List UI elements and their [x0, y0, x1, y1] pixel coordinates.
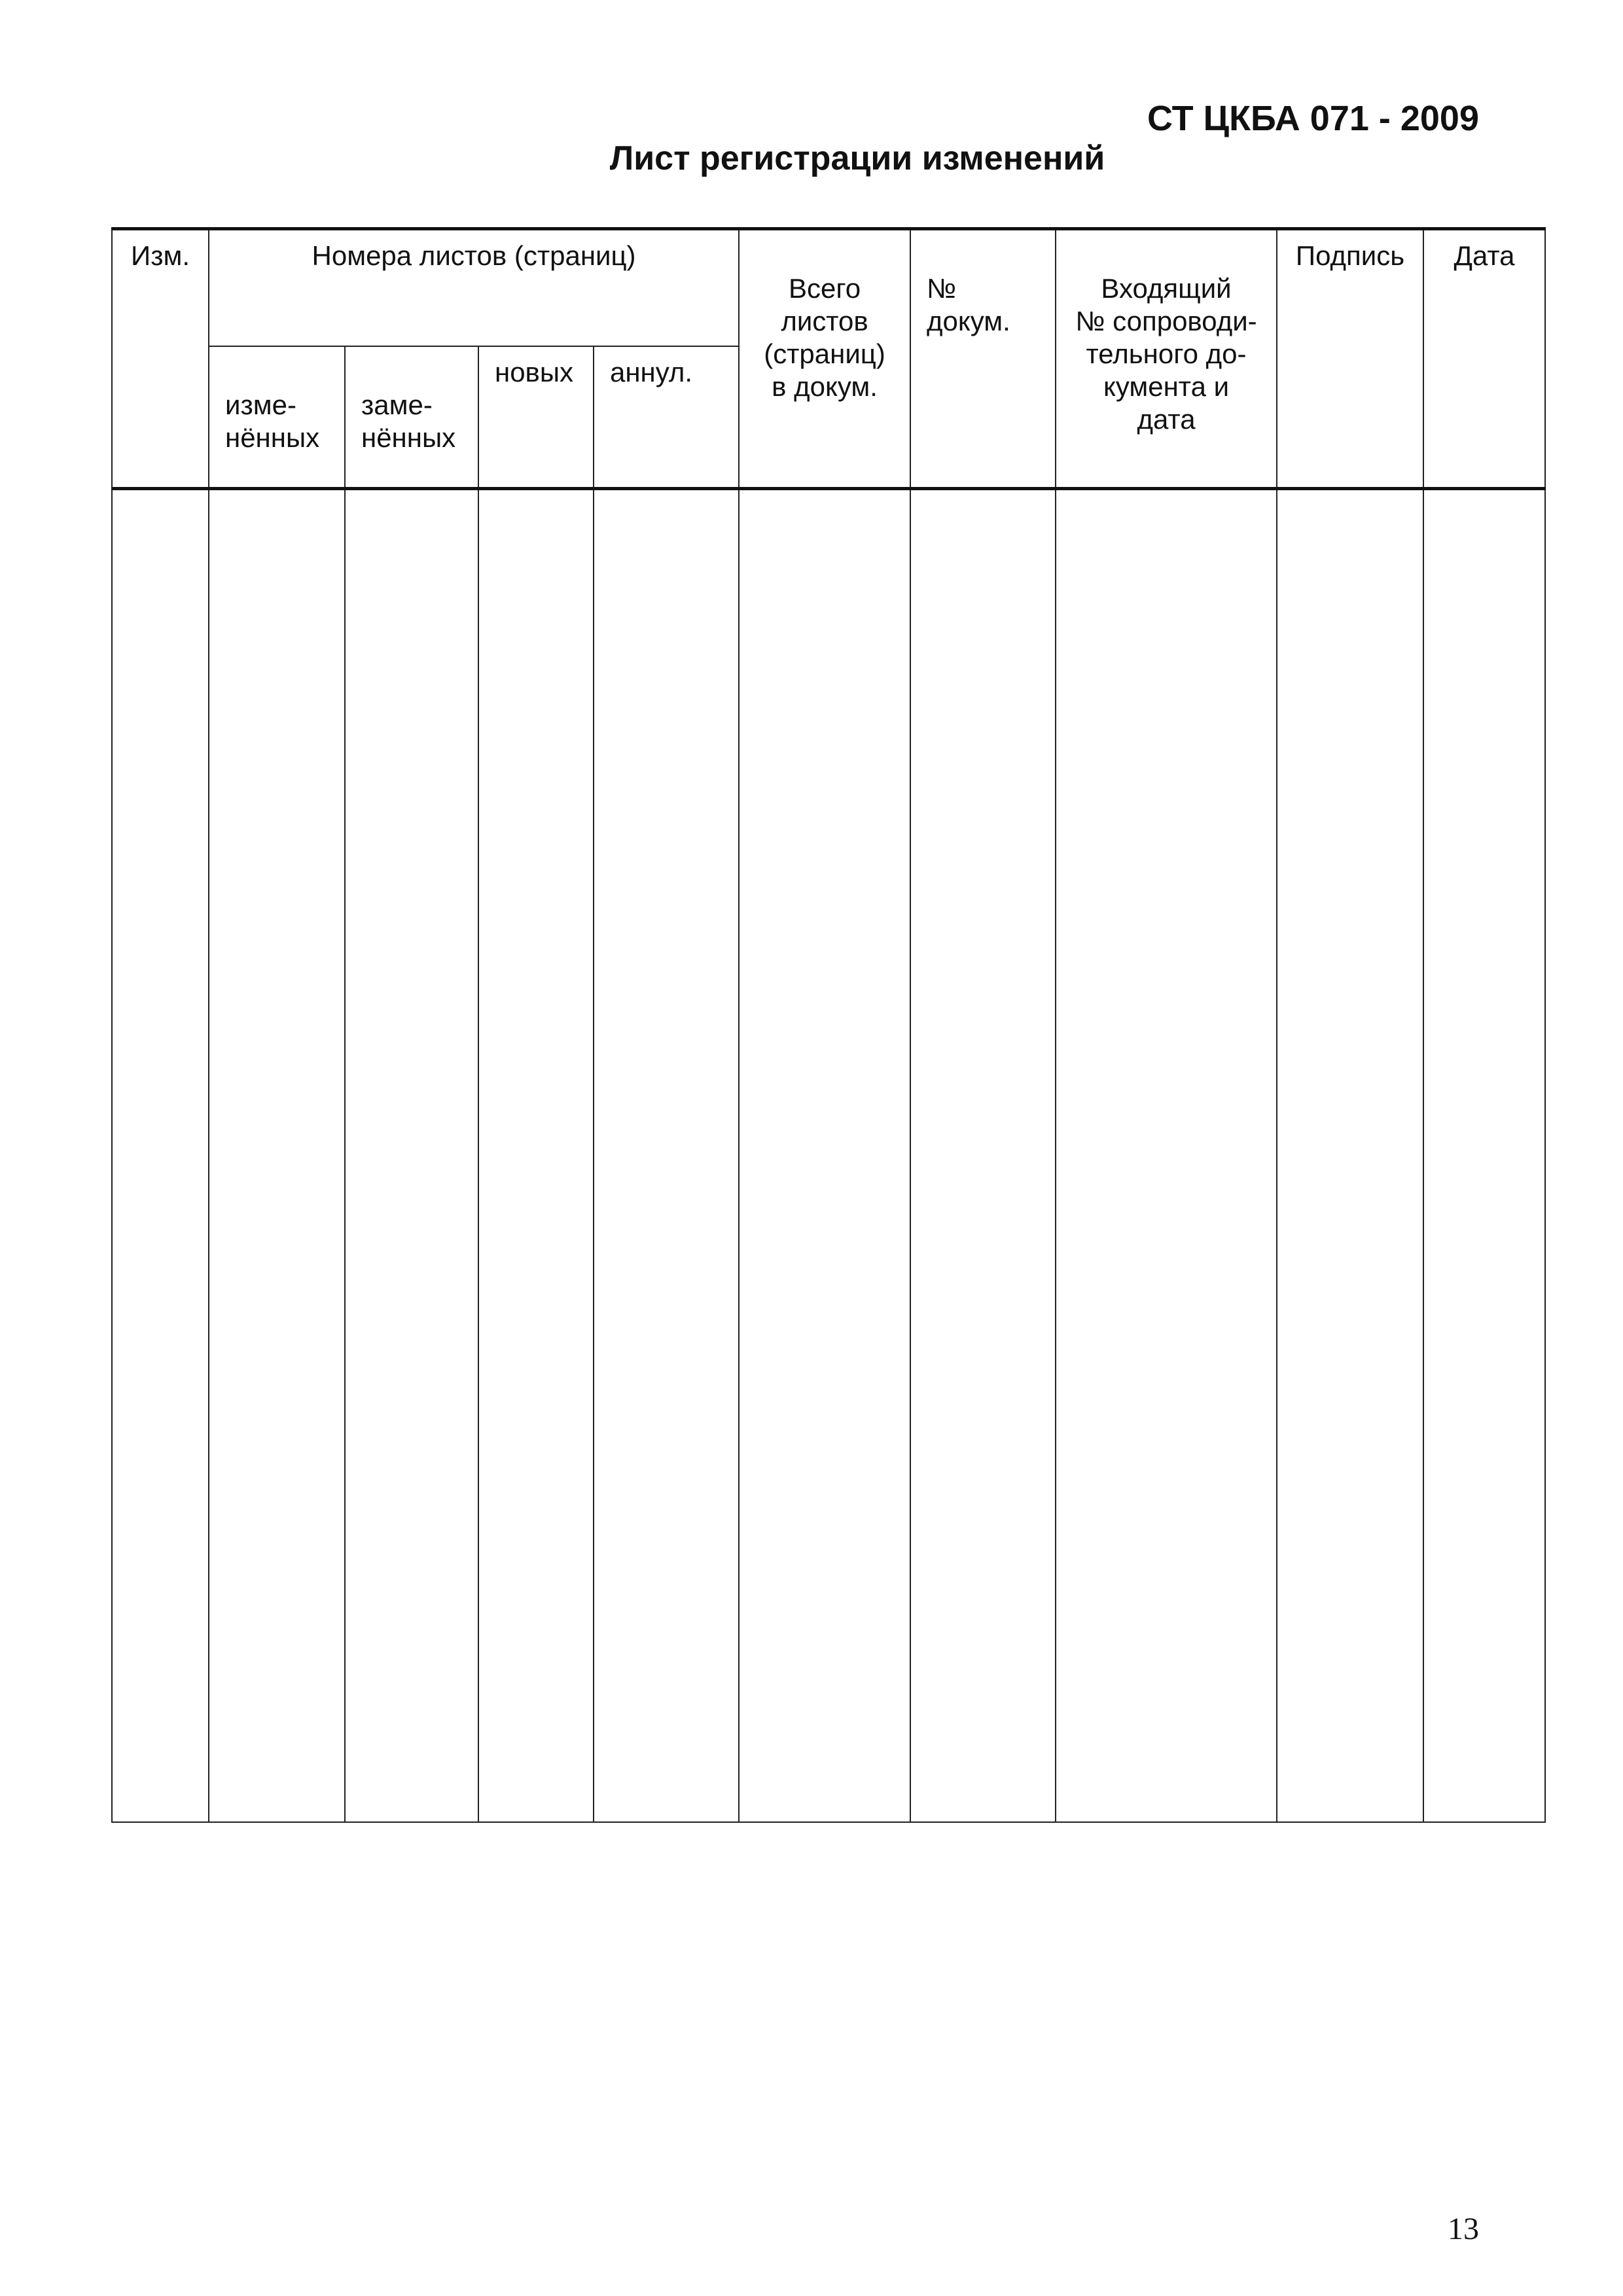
header-incoming: [1056, 229, 1277, 489]
header-annulled: [594, 346, 739, 489]
page-number: 13: [1448, 2212, 1479, 2246]
cell-izm[interactable]: [112, 489, 209, 1823]
header-izm-label: Изм.: [131, 240, 190, 271]
cell-date[interactable]: [1423, 489, 1545, 1823]
cell-replaced[interactable]: [345, 489, 478, 1823]
header-total-sheets-label: Всего листов (страниц) в докум.: [764, 273, 885, 402]
header-signature: [1277, 229, 1423, 489]
doc-code: СТ ЦКБА 071 - 2009: [1147, 99, 1479, 138]
header-date-label: Дата: [1454, 240, 1515, 271]
table-body-row: [112, 489, 1545, 1823]
sheet-title: Лист регистрации изменений: [609, 139, 1105, 177]
header-signature-label: Подпись: [1295, 240, 1405, 271]
header-sheet-numbers: [209, 229, 739, 347]
header-row-top: [112, 229, 1545, 347]
header-date: [1423, 229, 1545, 489]
cell-incoming[interactable]: [1056, 489, 1277, 1823]
header-new-label: новых: [495, 357, 574, 387]
cell-new[interactable]: [478, 489, 594, 1823]
header-changed: [209, 346, 345, 489]
header-incoming-label: Входящий № сопроводи- тельного до- кумента и дата: [1075, 273, 1257, 435]
header-replaced: [345, 346, 478, 489]
change-registration-table: [111, 227, 1546, 1823]
header-doc-number: [910, 229, 1056, 489]
cell-total-sheets[interactable]: [739, 489, 910, 1823]
cell-annulled[interactable]: [594, 489, 739, 1823]
header-new: [478, 346, 594, 489]
cell-doc-number[interactable]: [910, 489, 1056, 1823]
header-annulled-label: аннул.: [610, 357, 692, 387]
header-sheet-numbers-label: Номера листов (страниц): [312, 240, 636, 271]
header-replaced-label: заме- нённых: [361, 389, 456, 453]
header-total-sheets: [739, 229, 910, 489]
header-changed-label: изме- нённых: [225, 389, 320, 453]
cell-signature[interactable]: [1277, 489, 1423, 1823]
cell-changed[interactable]: [209, 489, 345, 1823]
header-doc-number-label: № докум.: [927, 273, 1010, 336]
header-izm: [112, 229, 209, 489]
